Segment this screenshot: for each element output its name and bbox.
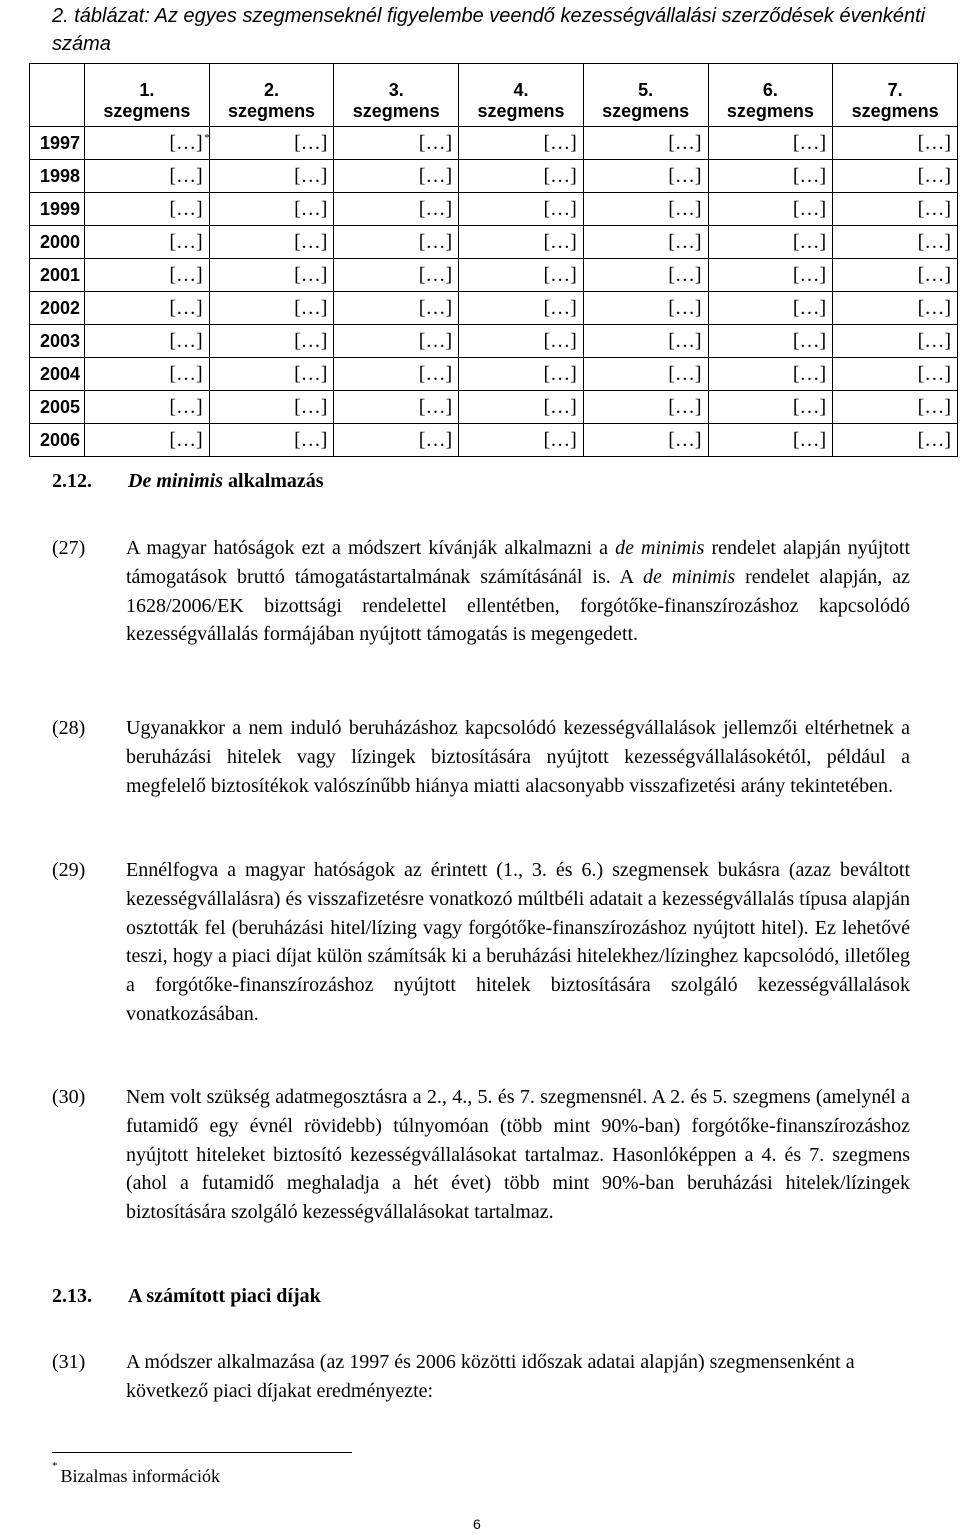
header-segment-5: 5. szegmens	[583, 64, 708, 127]
footnote	[52, 1460, 220, 1487]
redacted-cell: […]	[209, 325, 334, 358]
paragraph-text: Nem volt szükség adatmegosztásra a 2., 4., 5. és 7. szegmensnél. A 2. és 5. szegmens (amelynél a futamidő egy évnél rövidebb) túlnyomóan (több mint 90%-ban) forgótőke-finanszírozáshoz nyújtott hiteleket biztosító kezességvállalásokat tartalmaz. Hasonlóképpen a 4. és 7. szegmens (ahol a futamidő meghaladja a hét évet) több mint 90%-ban beruházási hitelek/lízingek biztosítására szolgáló kezességvállalásokat tartalmaz.	[126, 1086, 910, 1224]
paragraph-number: (29)	[52, 859, 86, 881]
paragraph-number: (27)	[52, 537, 86, 559]
redacted-cell: […]	[459, 193, 584, 226]
year-cell: 2006	[30, 424, 85, 457]
section-2-12-heading	[52, 467, 652, 497]
section-2-13-heading	[52, 1282, 652, 1312]
table-row	[30, 259, 958, 292]
redacted-cell: […]	[85, 424, 210, 457]
table-row	[30, 325, 958, 358]
section-number: 2.13.	[52, 1285, 92, 1307]
header-segment-7: 7. szegmens	[833, 64, 958, 127]
redacted-cell: […]	[708, 391, 833, 424]
table-row	[30, 226, 958, 259]
table-row	[30, 292, 958, 325]
redacted-cell: […]	[334, 292, 459, 325]
header-segment-6: 6. szegmens	[708, 64, 833, 127]
table-row	[30, 127, 958, 160]
redacted-cell: […]	[833, 259, 958, 292]
year-cell: 2002	[30, 292, 85, 325]
table-row	[30, 391, 958, 424]
year-cell: 2004	[30, 358, 85, 391]
redacted-cell: […]	[334, 259, 459, 292]
redacted-cell: […]	[583, 391, 708, 424]
footnote-mark: *	[52, 1460, 58, 1472]
redacted-cell: […]	[85, 259, 210, 292]
redacted-cell: […]	[334, 325, 459, 358]
redacted-cell: […]	[209, 226, 334, 259]
paragraph-number: (31)	[52, 1351, 86, 1373]
year-cell: 2001	[30, 259, 85, 292]
redacted-cell: […]	[583, 160, 708, 193]
redacted-cell: […]	[833, 325, 958, 358]
redacted-cell: […]	[209, 424, 334, 457]
section-title: De minimis alkalmazás	[128, 470, 324, 492]
redacted-cell: […]	[708, 259, 833, 292]
redacted-cell: […]	[85, 226, 210, 259]
year-cell: 1998	[30, 160, 85, 193]
redacted-cell: […]	[459, 226, 584, 259]
paragraph-text: A módszer alkalmazása (az 1997 és 2006 közötti időszak adatai alapján) szegmensenként a következő piaci díjakat eredményezte:	[126, 1351, 855, 1402]
footnote-text: Bizalmas információk	[60, 1466, 220, 1486]
redacted-cell: […]	[708, 127, 833, 160]
redacted-cell: […]	[459, 292, 584, 325]
redacted-cell: […]	[583, 358, 708, 391]
year-cell: 2003	[30, 325, 85, 358]
footnote-separator	[52, 1452, 352, 1453]
redacted-cell: […]	[833, 358, 958, 391]
redacted-cell: […]	[833, 226, 958, 259]
header-segment-3: 3. szegmens	[334, 64, 459, 127]
year-cell: 2000	[30, 226, 85, 259]
table-row	[30, 193, 958, 226]
redacted-cell: […]	[708, 325, 833, 358]
redacted-cell: […]	[85, 391, 210, 424]
redacted-cell: […]	[708, 226, 833, 259]
paragraph-28	[52, 714, 910, 834]
paragraph-number: (28)	[52, 717, 86, 739]
redacted-cell: […]	[708, 292, 833, 325]
redacted-cell: […]	[833, 193, 958, 226]
redacted-cell: […]	[85, 292, 210, 325]
redacted-cell: […]	[833, 127, 958, 160]
redacted-cell: […]	[209, 292, 334, 325]
redacted-cell: […]	[833, 391, 958, 424]
header-segment-1: 1. szegmens	[85, 64, 210, 127]
section-number: 2.12.	[52, 470, 92, 492]
redacted-cell: […]	[583, 193, 708, 226]
year-cell: 1997	[30, 127, 85, 160]
redacted-cell: […]	[459, 259, 584, 292]
redacted-cell: […]	[85, 160, 210, 193]
redacted-cell: […]	[459, 391, 584, 424]
redacted-cell: […]	[209, 259, 334, 292]
redacted-cell: […]	[209, 358, 334, 391]
paragraph-29	[52, 856, 910, 1066]
redacted-cell: […]	[459, 160, 584, 193]
redacted-cell: […]	[833, 160, 958, 193]
paragraph-number: (30)	[52, 1086, 86, 1108]
year-cell: 1999	[30, 193, 85, 226]
redacted-cell: […]	[334, 391, 459, 424]
redacted-cell: […]	[334, 226, 459, 259]
redacted-cell: […]	[583, 226, 708, 259]
redacted-cell: […]	[85, 325, 210, 358]
paragraph-31	[52, 1348, 910, 1408]
table-row	[30, 424, 958, 457]
redacted-cell: […] *	[85, 127, 210, 160]
redacted-cell: […]	[833, 424, 958, 457]
redacted-cell: […]	[209, 160, 334, 193]
table-header-row	[30, 64, 958, 127]
redacted-cell: […]	[459, 127, 584, 160]
redacted-cell: […]	[334, 193, 459, 226]
footnote-reference: *	[204, 132, 210, 144]
section-title: A számított piaci díjak	[128, 1285, 321, 1307]
redacted-cell: […]	[459, 325, 584, 358]
redacted-cell: […]	[334, 160, 459, 193]
table-caption: 2. táblázat: Az egyes szegmenseknél figyelembe veendő kezességvállalási szerződések évenkénti száma	[52, 5, 926, 55]
redacted-cell: […]	[85, 358, 210, 391]
paragraph-text: Ugyanakkor a nem induló beruházáshoz kapcsolódó kezességvállalások jellemzői eltérhetnek a beruházási hitelek vagy lízingek biztosítására nyújtott kezességvállalásokétól, például a megfelelő biztosítékok valószínűbb hiánya miatti alacsonyabb visszafizetési arány tekintetében.	[126, 717, 910, 797]
redacted-cell: […]	[459, 358, 584, 391]
redacted-cell: […]	[833, 292, 958, 325]
segment-contracts-table	[29, 63, 958, 457]
redacted-cell: […]	[583, 292, 708, 325]
redacted-cell: […]	[334, 127, 459, 160]
table-body	[30, 127, 958, 457]
redacted-cell: […]	[583, 325, 708, 358]
redacted-cell: […]	[209, 391, 334, 424]
table-row	[30, 160, 958, 193]
paragraph-text: Ennélfogva a magyar hatóságok az érintett (1., 3. és 6.) szegmensek bukásra (azaz beváltott kezességvállalásra) és visszafizetésre vonatkozó múltbéli adatait a kezességvállalás típusa alapján osztották fel (beruházási hitel/lízing vagy forgótőke-finanszírozáshoz nyújtott hitel). Ez lehetővé teszi, hogy a piaci díjat külön számítsák ki a beruházási hitelekhez/lízinghez kapcsolódó, illetőleg a forgótőke-finanszírozáshoz nyújtott hitelek biztosítására szolgáló kezességvállalások vonatkozásában.	[126, 859, 910, 1025]
redacted-cell: […]	[334, 424, 459, 457]
redacted-cell: […]	[583, 127, 708, 160]
redacted-cell: […]	[583, 259, 708, 292]
redacted-cell: […]	[209, 127, 334, 160]
redacted-cell: […]	[209, 193, 334, 226]
redacted-cell: […]	[708, 193, 833, 226]
paragraph-30	[52, 1083, 910, 1263]
header-corner	[30, 64, 85, 127]
header-segment-4: 4. szegmens	[459, 64, 584, 127]
redacted-cell: […]	[334, 358, 459, 391]
redacted-cell: […]	[85, 193, 210, 226]
year-cell: 2005	[30, 391, 85, 424]
page-number: 6	[473, 1516, 481, 1532]
redacted-cell: […]	[583, 424, 708, 457]
redacted-cell: […]	[708, 358, 833, 391]
paragraph-text: A magyar hatóságok ezt a módszert kívánják alkalmazni a de minimis rendelet alapján nyújtott támogatások bruttó támogatástartalmának számításánál is. A de minimis rendelet alapján, az 1628/2006/EK bizottsági rendelettel ellentétben, forgótőke-finanszírozáshoz kapcsolódó kezességvállalás formájában nyújtott támogatás is megengedett.	[126, 537, 911, 646]
redacted-cell: […]	[708, 424, 833, 457]
redacted-cell: […]	[459, 424, 584, 457]
table-row	[30, 358, 958, 391]
paragraph-27	[52, 534, 910, 684]
redacted-cell: […]	[708, 160, 833, 193]
header-segment-2: 2. szegmens	[209, 64, 334, 127]
